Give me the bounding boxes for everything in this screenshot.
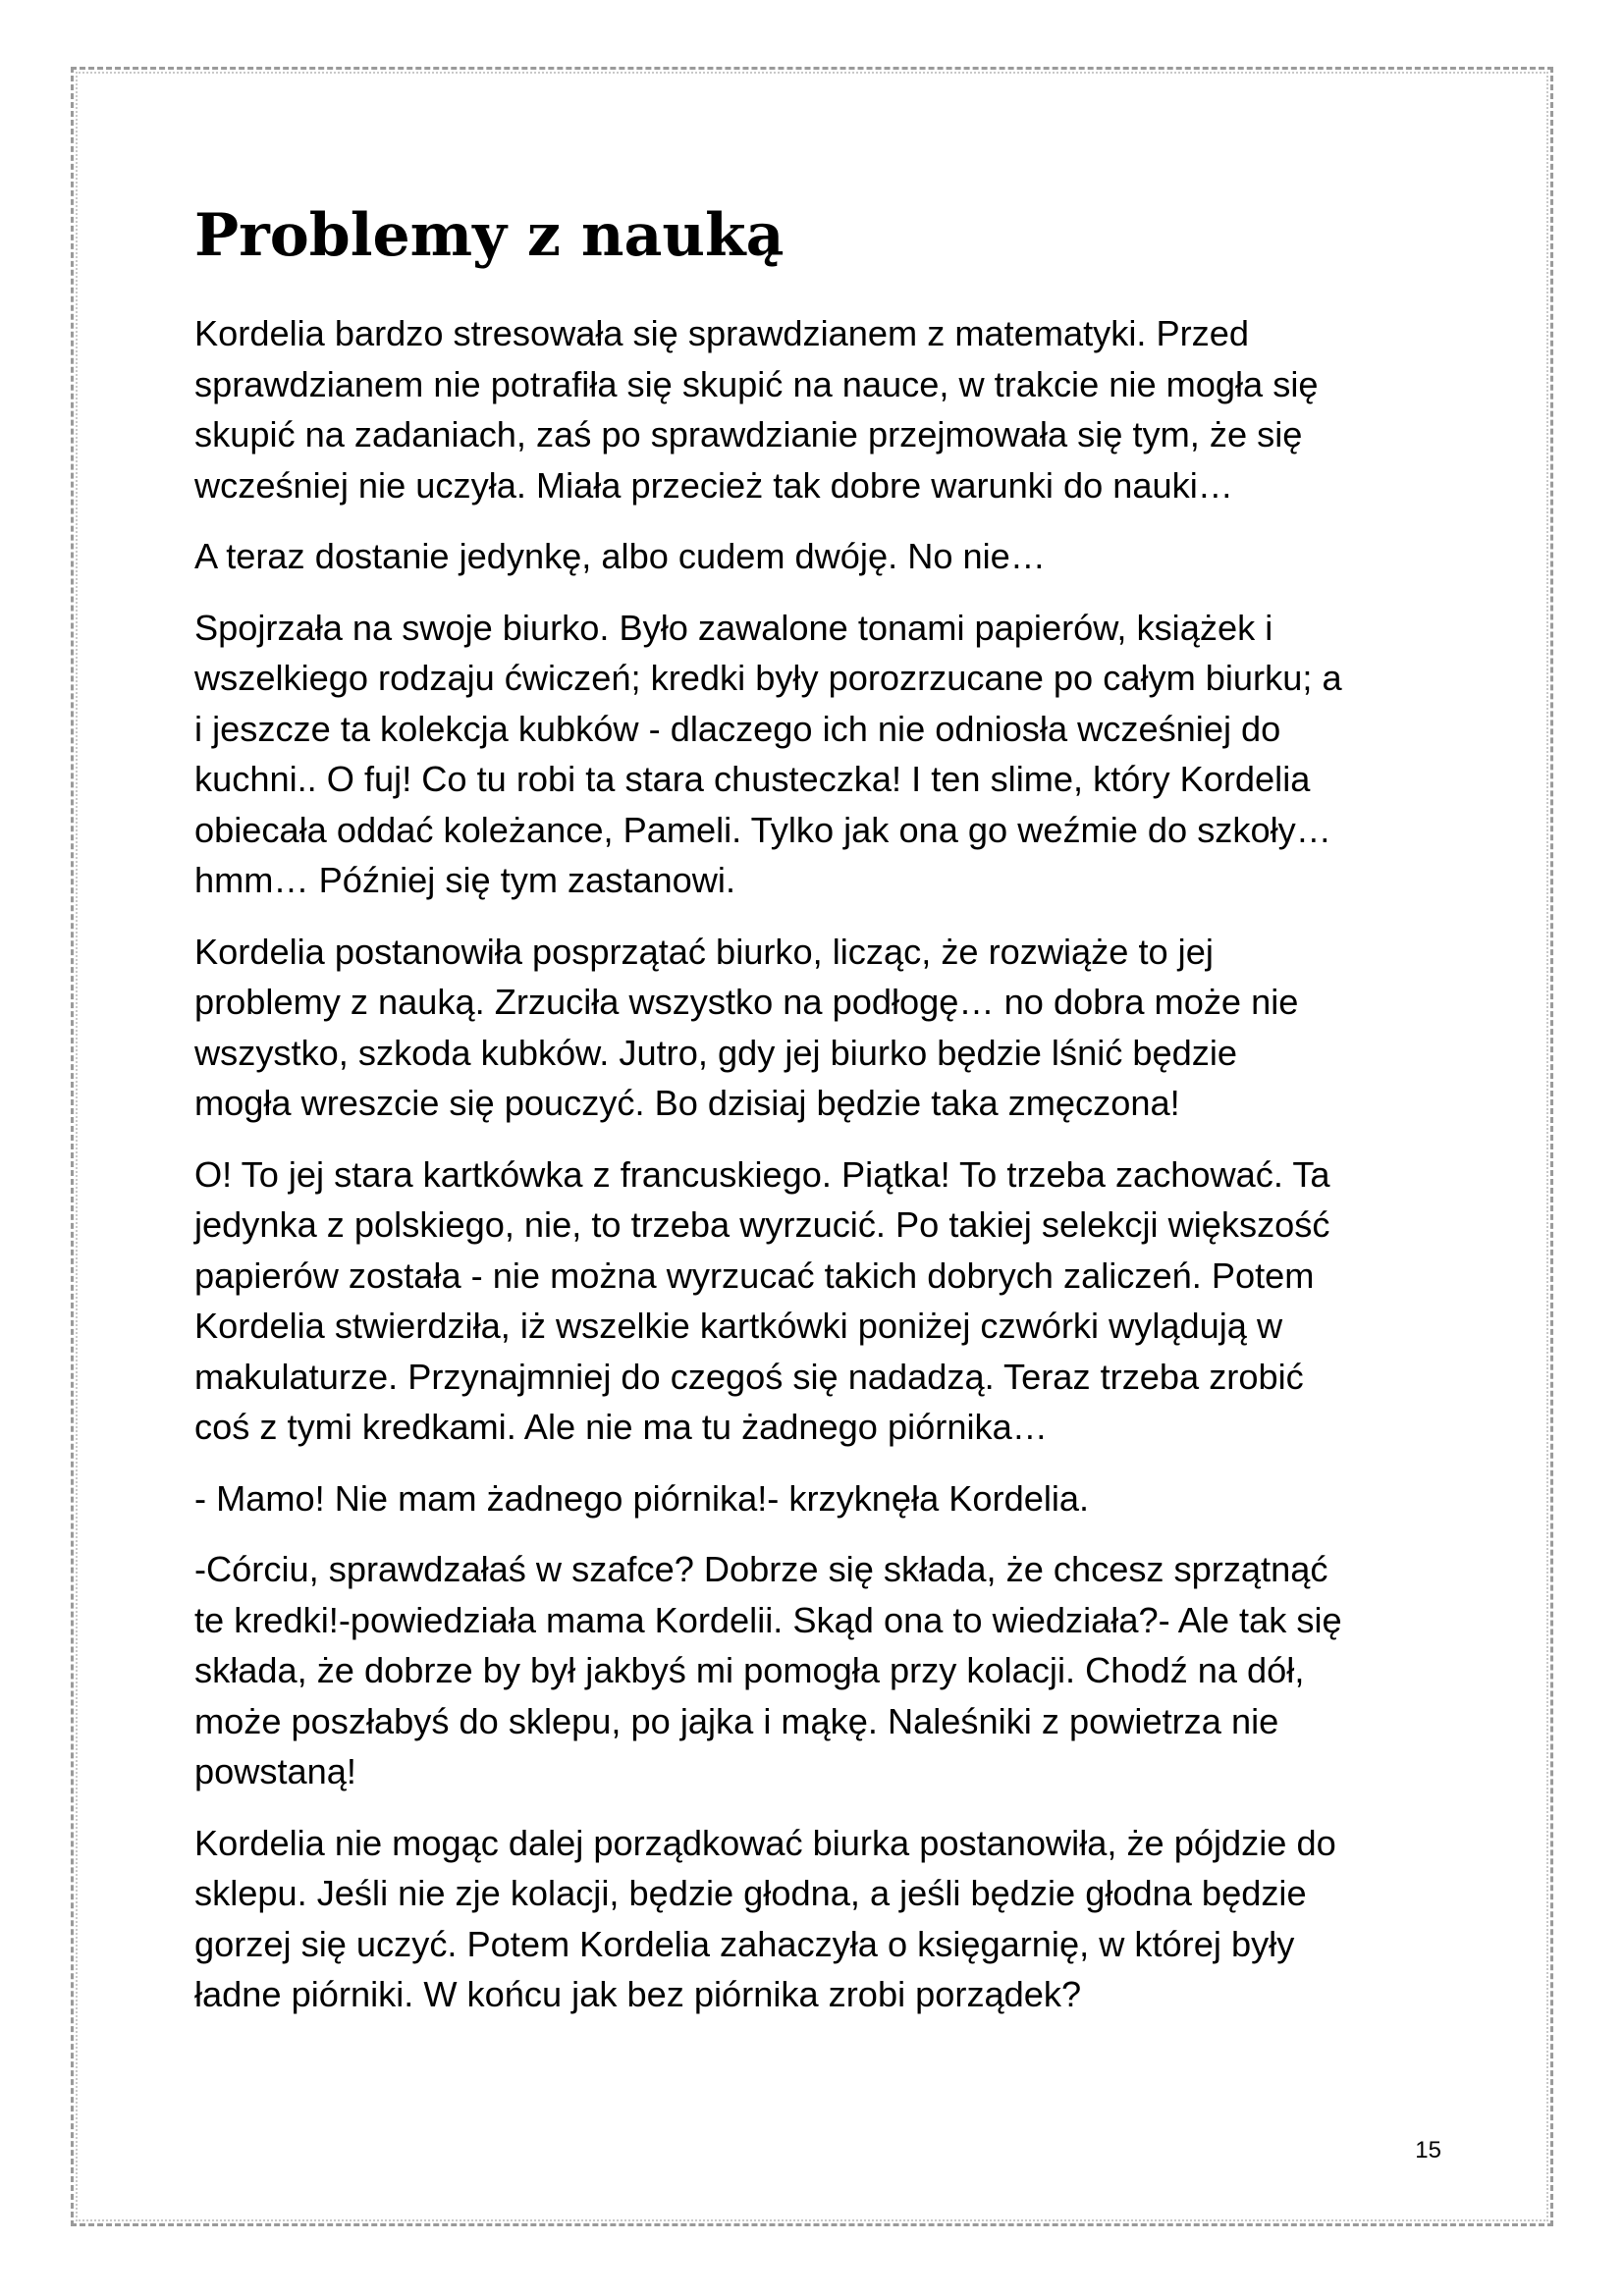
paragraph-6: - Mamo! Nie mam żadnego piórnika!- krzyknęła Kordelia. xyxy=(194,1477,1090,1519)
paragraph-5: O! To jej stara kartkówka z francuskiego. Piątka! To trzeba zachować. Ta jedynka z polskiego, nie, to trzeba wyrzucić. Po takiej selekcji większość papierów została - nie można wyrzucać takich dobrych zaliczeń. Potem Kordelia stwierdziła, iż wszelkie kartkówki poniżej czwórki wylądują w makulaturze. Przynajmniej do czegoś się nadadzą. Teraz trzeba zrobić coś z tymi kredkami. Ale nie ma tu żadnego piórnika… xyxy=(194,1153,1330,1447)
paragraph-1: Kordelia bardzo stresowała się sprawdzianem z matematyki. Przed sprawdzianem nie potrafiła się skupić na nauce, w trakcie nie mogła się skupić na zadaniach, zaś po sprawdzianie przejmowała się tym, że się wcześniej nie uczyła. Miała przecież tak dobre warunki do nauki… xyxy=(194,313,1319,506)
story-body xyxy=(194,308,1461,2041)
page-title: Problemy z nauką xyxy=(194,201,785,270)
paragraph-7: -Córciu, sprawdzałaś w szafce? Dobrze się składa, że chcesz sprzątnąć te kredki!-powiedziała mama Kordelii. Skąd ona to wiedziała?- Ale tak się składa, że dobrze by był jakbyś mi pomogła przy kolacji. Chodź na dół, może poszłabyś do sklepu, po jajka i mąkę. Naleśniki z powietrza nie powstaną! xyxy=(194,1549,1342,1791)
paragraph-3: Spojrzała na swoje biurko. Było zawalone tonami papierów, książek i wszelkiego rodzaju ćwiczeń; kredki były porozrzucane po całym biurku; a i jeszcze ta kolekcja kubków - dlaczego ich nie odniosła wcześniej do kuchni.. O fuj! Co tu robi ta stara chusteczka! I ten slime, który Kordelia obiecała oddać koleżance, Pameli. Tylko jak ona go weźmie do szkoły… hmm… Później się tym zastanowi. xyxy=(194,607,1342,900)
paragraph-2: A teraz dostanie jedynkę, albo cudem dwóję. No nie… xyxy=(194,536,1046,576)
paragraph-4: Kordelia postanowiła posprzątać biurko, licząc, że rozwiąże to jej problemy z nauką. Zrzuciła wszystko na podłogę… no dobra może nie wszystko, szkoda kubków. Jutro, gdy jej biurko będzie lśnić będzie mogła wreszcie się pouczyć. Bo dzisiaj będzie taka zmęczona! xyxy=(194,931,1299,1123)
paragraph-8: Kordelia nie mogąc dalej porządkować biurka postanowiła, że pójdzie do sklepu. Jeśli nie zje kolacji, będzie głodna, a jeśli będzie głodna będzie gorzej się uczyć. Potem Kordelia zahaczyła o księgarnię, w której były ładne piórniki. W końcu jak bez piórnika zrobi porządek? xyxy=(194,1822,1336,2014)
page-number: 15 xyxy=(1415,2137,1441,2163)
